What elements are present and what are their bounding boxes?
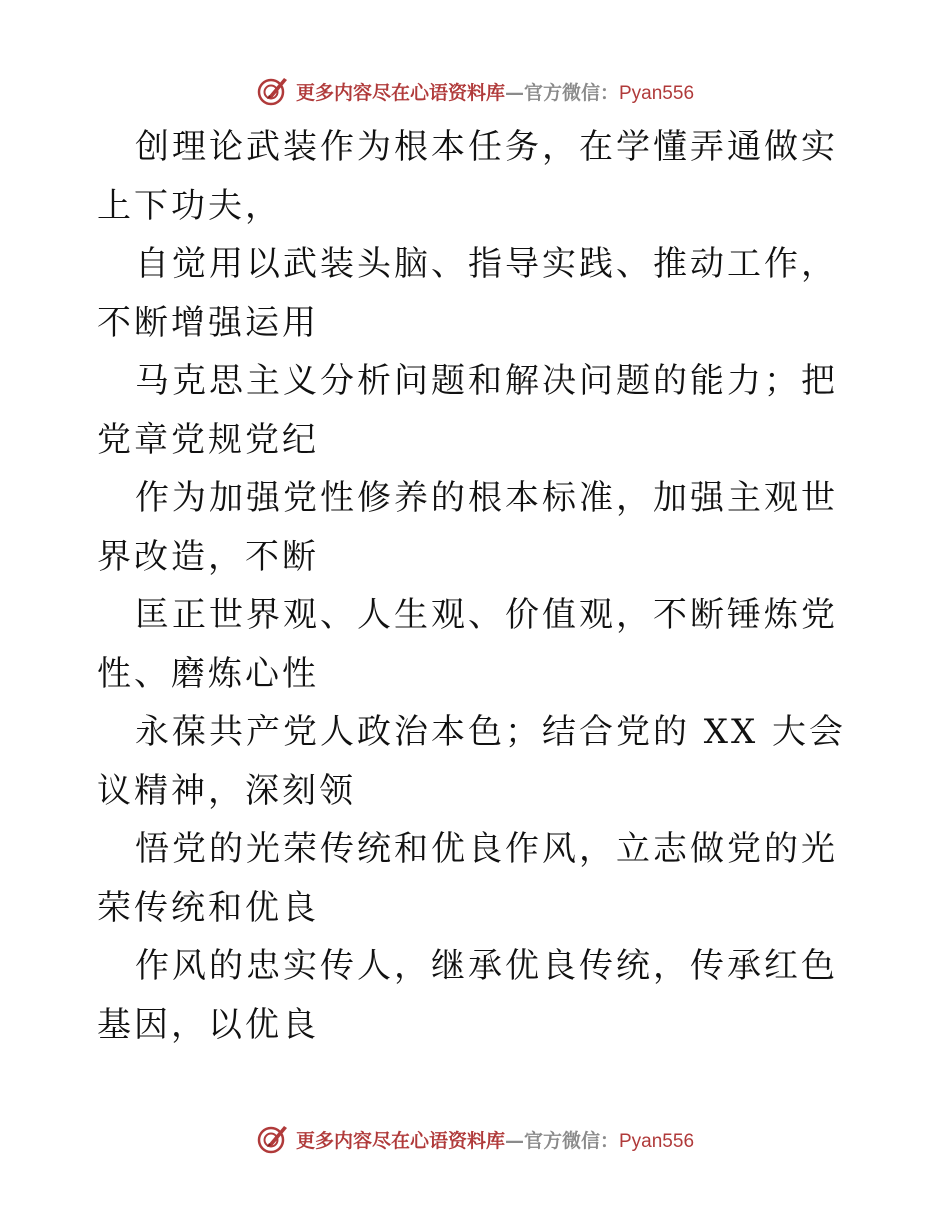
body-paragraph: 作为加强党性修养的根本标准，加强主观世界改造，不断 — [97, 478, 838, 577]
header-banner-wechat-id: Pyan556 — [619, 82, 695, 104]
header-banner-main: 更多内容尽在心语资料库 — [295, 81, 505, 104]
body-paragraph: 作风的忠实传人，继承优良传统，传承红色基因，以优良 — [97, 946, 838, 1045]
footer-banner-text — [296, 1126, 694, 1153]
quill-pen-logo-icon — [256, 74, 290, 108]
footer-banner-wechat-id: Pyan556 — [619, 1130, 695, 1152]
body-paragraph: 永葆共产党人政治本色；结合党的 XX 大会议精神，深刻领 — [97, 712, 847, 811]
footer-banner-wechat-label: 官方微信： — [523, 1129, 619, 1152]
body-paragraph: 自觉用以武装头脑、指导实践、推动工作，不断增强运用 — [97, 244, 838, 343]
footer-banner — [0, 1119, 950, 1159]
document-body — [97, 118, 857, 1054]
header-banner — [0, 71, 950, 111]
body-paragraph: 悟党的光荣传统和优良作风，立志做党的光荣传统和优良 — [97, 829, 838, 928]
footer-banner-main: 更多内容尽在心语资料库 — [295, 1129, 505, 1152]
body-paragraph: 创理论武装作为根本任务，在学懂弄通做实上下功夫， — [97, 127, 838, 226]
body-paragraph: 匡正世界观、人生观、价值观，不断锤炼党性、磨炼心性 — [97, 595, 838, 694]
footer-banner-dash: — — [504, 1129, 524, 1152]
body-paragraph: 马克思主义分析问题和解决问题的能力；把党章党规党纪 — [97, 361, 838, 460]
header-banner-inner — [256, 74, 694, 108]
header-banner-text — [296, 78, 694, 105]
header-banner-wechat-label: 官方微信： — [523, 81, 619, 104]
quill-pen-logo-icon — [256, 1122, 290, 1156]
header-banner-dash: — — [504, 81, 524, 104]
footer-banner-inner — [256, 1122, 694, 1156]
